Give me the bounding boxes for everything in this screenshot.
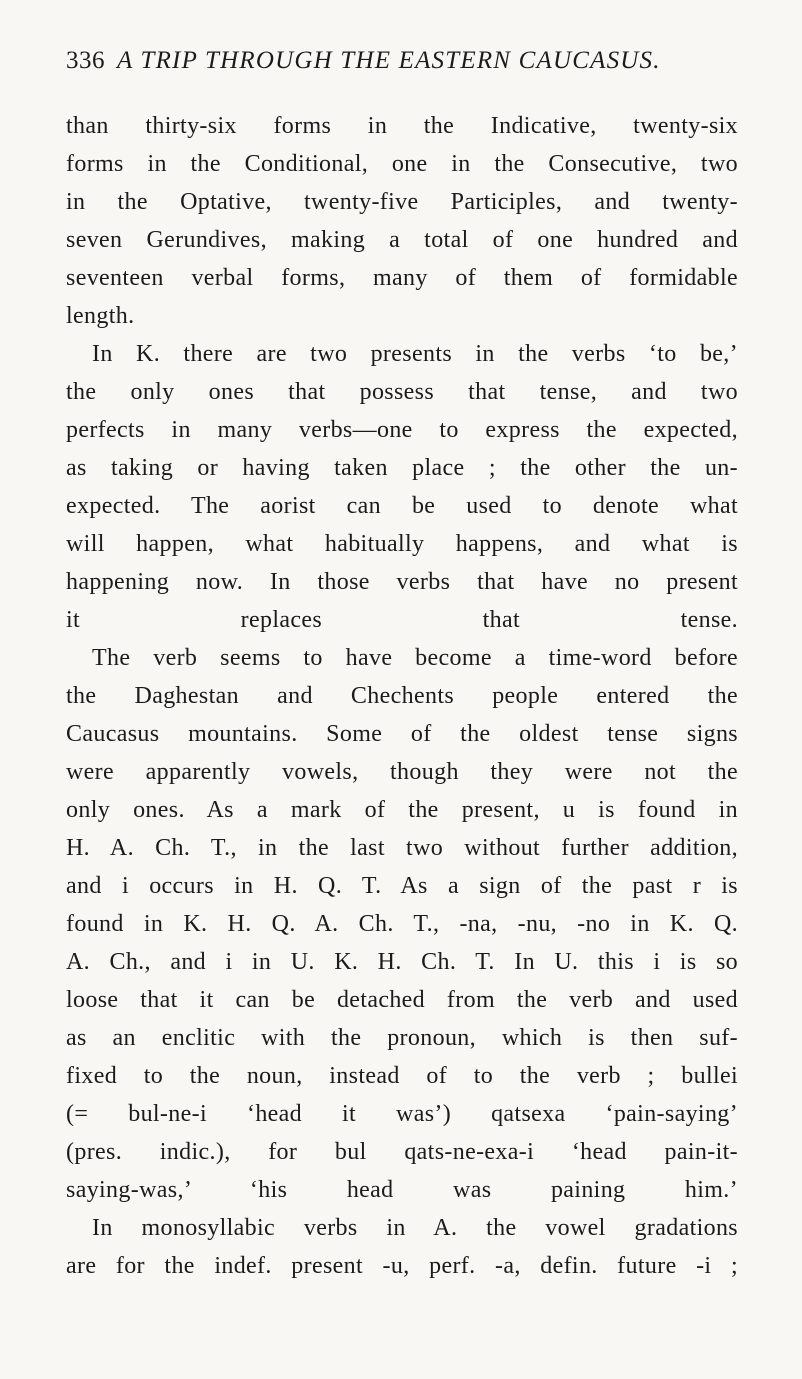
text-line: it replaces that tense.	[66, 607, 738, 633]
paragraph-3	[66, 639, 738, 1209]
text-line: in the Optative, twenty-five Participles, and twenty-	[66, 189, 738, 215]
text-line: In K. there are two presents in the verbs ‘to be,’	[92, 341, 738, 367]
text-line: as an enclitic with the pronoun, which is then suf-	[66, 1025, 738, 1051]
text-line: as taking or having taken place ; the other the un-	[66, 455, 738, 481]
text-line: A. Ch., and i in U. K. H. Ch. T. In U. this i is so	[66, 949, 738, 975]
body-text	[66, 107, 738, 1285]
text-line: saying-was,’ ‘his head was paining him.’	[66, 1177, 738, 1203]
text-line: fixed to the noun, instead of to the verb ; bullei	[66, 1063, 738, 1089]
paragraph-1	[66, 107, 738, 335]
text-line: H. A. Ch. T., in the last two without further addition,	[66, 835, 738, 861]
text-line: length.	[66, 303, 135, 329]
text-line: (= bul-ne-i ‘head it was’) qatsexa ‘pain-saying’	[66, 1101, 738, 1127]
text-line: found in K. H. Q. A. Ch. T., -na, -nu, -no in K. Q.	[66, 911, 738, 937]
text-line: the only ones that possess that tense, and two	[66, 379, 738, 405]
text-line: perfects in many verbs—one to express the expected,	[66, 417, 738, 443]
text-line: will happen, what habitually happens, and what is	[66, 531, 738, 557]
text-line: seven Gerundives, making a total of one hundred and	[66, 227, 738, 253]
text-line: (pres. indic.), for bul qats-ne-exa-i ‘head pain-it-	[66, 1139, 738, 1165]
text-line: were apparently vowels, though they were not the	[66, 759, 738, 785]
text-line: are for the indef. present -u, perf. -a, defin. future -i ;	[66, 1253, 738, 1279]
text-line: expected. The aorist can be used to denote what	[66, 493, 738, 519]
text-line: happening now. In those verbs that have no present	[66, 569, 738, 595]
text-line: the Daghestan and Chechents people entered the	[66, 683, 738, 709]
running-title: A TRIP THROUGH THE EASTERN CAUCASUS.	[117, 47, 661, 74]
text-line: loose that it can be detached from the verb and used	[66, 987, 738, 1013]
text-line: forms in the Conditional, one in the Consecutive, two	[66, 151, 738, 177]
text-line: than thirty-six forms in the Indicative, twenty-six	[66, 113, 738, 139]
text-line: Caucasus mountains. Some of the oldest tense signs	[66, 721, 738, 747]
text-line: and i occurs in H. Q. T. As a sign of the past r is	[66, 873, 738, 899]
text-line: only ones. As a mark of the present, u is found in	[66, 797, 738, 823]
running-head	[66, 47, 738, 87]
page-number: 336	[66, 47, 105, 74]
text-line: seventeen verbal forms, many of them of formidable	[66, 265, 738, 291]
text-line: The verb seems to have become a time-word before	[92, 645, 738, 671]
book-page	[66, 0, 738, 1379]
text-line: In monosyllabic verbs in A. the vowel gradations	[92, 1215, 738, 1241]
paragraph-4	[66, 1209, 738, 1285]
paragraph-2	[66, 335, 738, 639]
